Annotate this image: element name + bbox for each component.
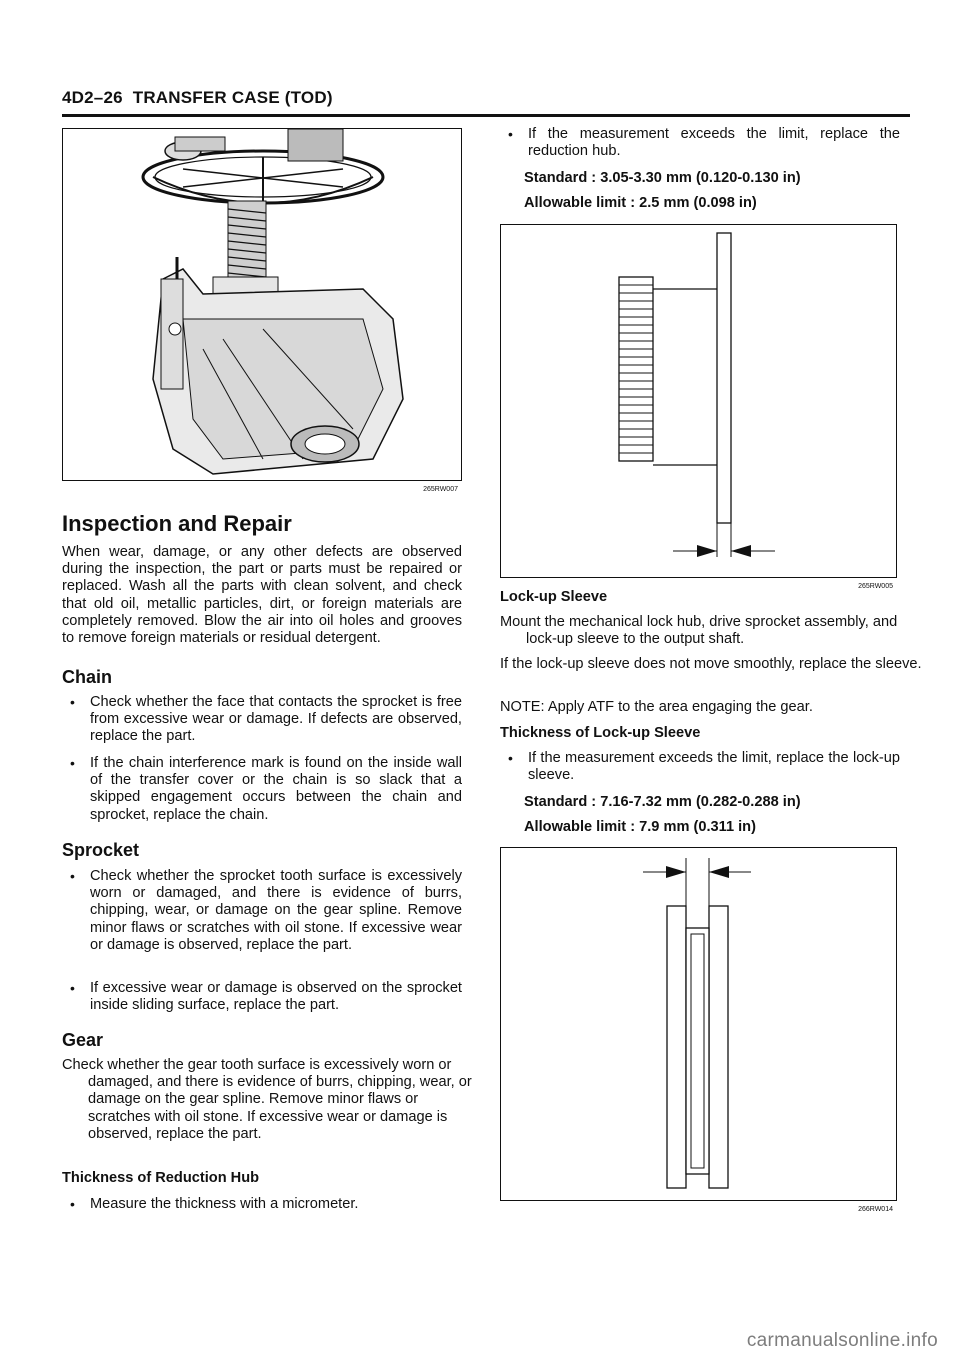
lockup-standard: Standard : 7.16-7.32 mm (0.282-0.288 in) bbox=[524, 794, 801, 810]
heading-lockup-thickness: Thickness of Lock-up Sleeve bbox=[500, 725, 701, 741]
bullet-icon: • bbox=[70, 694, 75, 710]
lockup-paragraph-2: If the lock-up sleeve does not move smoothly, replace the sleeve. bbox=[500, 656, 922, 672]
figure-code: 266RW014 bbox=[858, 1206, 893, 1213]
bullet-icon: • bbox=[70, 1196, 75, 1212]
heading-sprocket: Sprocket bbox=[62, 840, 140, 860]
page-header bbox=[62, 88, 333, 108]
bullet-icon: • bbox=[70, 755, 75, 771]
bullet-text: Check whether the face that contacts the sprocket is free from excessive wear or damage. If defects are observed, replace the part. bbox=[90, 694, 462, 745]
reduction-hub-bullet bbox=[62, 1196, 462, 1213]
bullet-text: If the measurement exceeds the limit, replace the reduction hub. bbox=[528, 126, 900, 160]
bullet-text: Check whether the sprocket tooth surface is excessively worn or damaged, and there is evidence of burrs, chipping, wear, or damage on the gear spline. Remove minor flaws or scratches with oil stone. If excessive wear or damage is observed, replace the part. bbox=[90, 868, 462, 953]
heading-gear: Gear bbox=[62, 1030, 104, 1050]
heading-lockup-sleeve: Lock-up Sleeve bbox=[500, 589, 608, 605]
header-rule bbox=[62, 114, 910, 117]
gear-paragraph: Check whether the gear tooth surface is excessively worn or damaged, and there is evidence of burrs, chipping, wear, or damage on the gear spline. Remove minor flaws or scratches with oil stone. If excessive wear or damage is observed, replace the part. bbox=[62, 1057, 472, 1142]
figure-code: 265RW007 bbox=[423, 486, 458, 493]
sprocket-bullet-1 bbox=[62, 868, 462, 954]
heading-chain: Chain bbox=[62, 667, 113, 687]
section-title: TRANSFER CASE (TOD) bbox=[132, 88, 333, 107]
bullet-text: If the measurement exceeds the limit, replace the lock-up sleeve. bbox=[528, 750, 900, 784]
bullet-icon: • bbox=[508, 750, 513, 766]
bullet-text: If excessive wear or damage is observed on the sprocket inside sliding surface, replace the part. bbox=[90, 980, 462, 1014]
chain-bullet-2 bbox=[62, 755, 462, 824]
lock-up-sleeve-thickness-diagram bbox=[501, 848, 895, 1199]
hub-allowable-limit: Allowable limit : 2.5 mm (0.098 in) bbox=[524, 195, 757, 211]
figure-reduction-hub bbox=[500, 224, 897, 590]
hub-limit-bullet bbox=[500, 126, 900, 160]
bullet-icon: • bbox=[70, 980, 75, 996]
bullet-icon: • bbox=[70, 868, 75, 884]
transfer-case-press-illustration bbox=[63, 129, 460, 479]
bullet-icon: • bbox=[508, 126, 513, 142]
lockup-allowable-limit: Allowable limit : 7.9 mm (0.311 in) bbox=[524, 819, 756, 835]
figure-transfer-case bbox=[62, 128, 462, 493]
watermark: carmanualsonline.info bbox=[746, 1330, 938, 1351]
heading-reduction-hub: Thickness of Reduction Hub bbox=[62, 1170, 260, 1186]
reduction-hub-thickness-diagram bbox=[501, 225, 895, 576]
figure-code: 265RW005 bbox=[858, 583, 893, 590]
lockup-limit-bullet bbox=[500, 750, 900, 784]
section-number: 4D2–26 bbox=[62, 88, 123, 107]
hub-standard: Standard : 3.05-3.30 mm (0.120-0.130 in) bbox=[524, 170, 801, 186]
intro-paragraph: When wear, damage, or any other defects are observed during the inspection, the part or parts must be repaired or replaced. Wash all the parts with clean solvent, and check that old oil, metallic particles, dirt, or foreign materials are completely removed. Blow the air into oil holes and grooves to remove foreign materials or residual detergent. bbox=[62, 544, 462, 647]
bullet-text: If the chain interference mark is found on the inside wall of the transfer cover or the chain is so slack that a skipped engagement occurs between the chain and sprocket, replace the chain. bbox=[90, 755, 462, 823]
lockup-paragraph-1: Mount the mechanical lock hub, drive sprocket assembly, and lock-up sleeve to the output shaft. bbox=[500, 614, 898, 648]
figure-lockup-sleeve bbox=[500, 847, 897, 1213]
sprocket-bullet-2 bbox=[62, 980, 462, 1014]
heading-inspection-repair: Inspection and Repair bbox=[62, 511, 292, 536]
chain-bullet-1 bbox=[62, 694, 462, 746]
lockup-note: NOTE: Apply ATF to the area engaging the gear. bbox=[500, 699, 813, 715]
bullet-text: Measure the thickness with a micrometer. bbox=[90, 1196, 359, 1212]
